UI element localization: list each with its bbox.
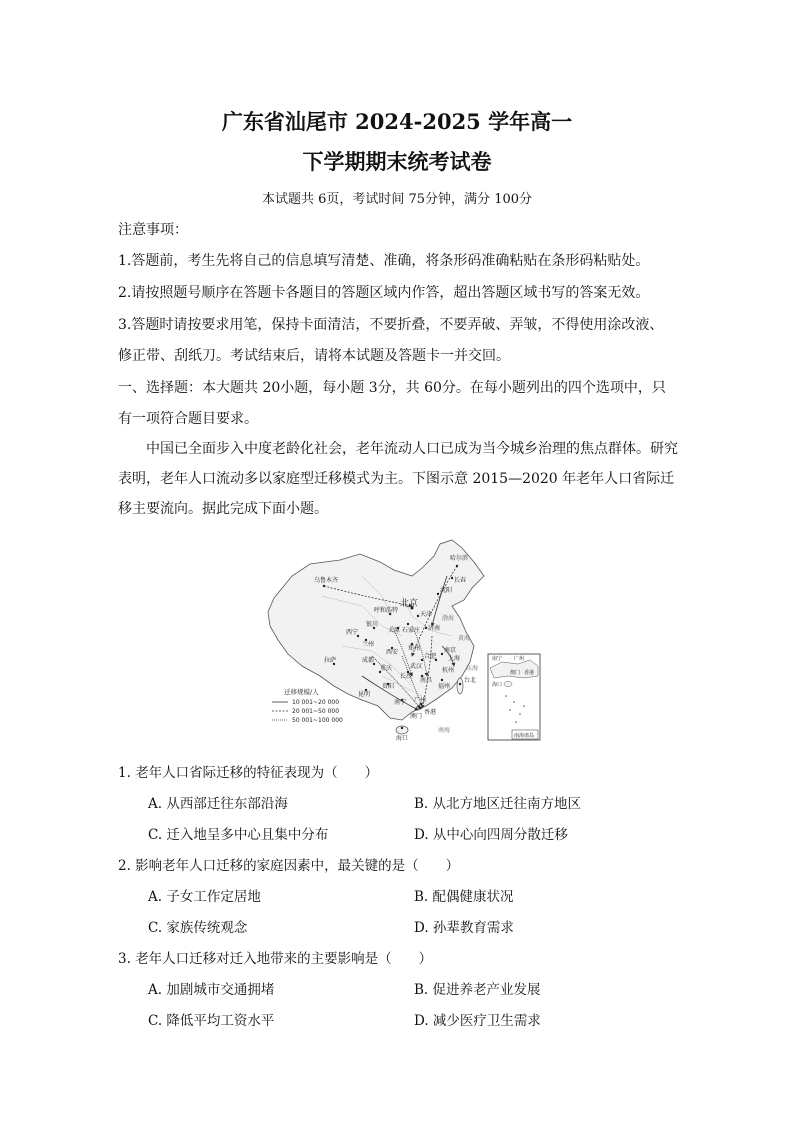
inset-label-aomen: 澳门: [510, 670, 521, 676]
city-label-taibei: 台北: [464, 677, 477, 684]
exam-title-line1: 广东省汕尾市 2024-2025 学年高一: [221, 109, 573, 134]
question-2-option-c: C. 家族传统观念: [148, 920, 248, 936]
city-label-wuhan: 武汉: [410, 663, 423, 670]
city-label-hohhot: 呼和浩特: [374, 607, 399, 614]
legend-item-2: 20 001~50 000: [292, 708, 340, 715]
exam-title-line2: 下学期期末统考试卷: [302, 149, 492, 174]
city-label-aomen: 澳门: [410, 713, 423, 720]
city-label-taiyuan: 太原: [388, 627, 401, 634]
section-heading-line2: 有一项符合题目要求。: [118, 411, 258, 427]
city-label-nanchang: 南昌: [420, 677, 433, 684]
city-label-haikou: 海口: [396, 735, 409, 742]
inset-label-nanning: 南宁: [492, 656, 503, 662]
city-label-shenyang: 沈阳: [440, 587, 453, 594]
question-2-option-b: B. 配偶健康状况: [414, 889, 514, 905]
sea-label-huanghai: 黄海: [458, 635, 471, 642]
inset-label-xianggang: 香港: [524, 670, 535, 676]
passage-text: 中国已全面步入中度老龄化社会，老年流动人口已成为当今城乡治理的焦点群体。研究表明，老年人口流动多以家庭型迁移模式为主。下图示意 2015—2020 年老年人口省际迁移主要流向。据此完成下面小题。: [118, 441, 678, 517]
map-legend: [272, 687, 343, 724]
city-label-guiyang: 贵阳: [382, 683, 395, 690]
question-1-stem: 1. 老年人口省际迁移的特征表现为（ ）: [118, 765, 379, 781]
inset-title: 南海诸岛: [514, 733, 535, 739]
city-label-hangzhou: 杭州: [442, 667, 455, 674]
question-2-option-a: A. 子女工作定居地: [148, 889, 261, 905]
question-3-stem: 3. 老年人口迁移对迁入地带来的主要影响是（ ）: [118, 951, 433, 967]
note-item-3-line1: 3.答题时请按要求用笔，保持卡面清洁，不要折叠，不要弄破、弄皱，不得使用涂改液、: [118, 317, 664, 333]
sea-label-donghai: 东海: [466, 665, 479, 672]
city-label-chongqing: 重庆: [380, 665, 393, 672]
note-item-3-line2: 修正带、刮纸刀。考试结束后，请将本试题及答题卡一并交回。: [118, 348, 510, 364]
city-label-shijiazhuang: 石家庄: [402, 627, 421, 634]
question-3-option-b: B. 促进养老产业发展: [414, 982, 541, 998]
question-2-stem: 2. 影响老年人口迁移的家庭因素中，最关键的是（ ）: [118, 858, 460, 874]
south-china-sea-inset: [488, 654, 540, 740]
city-label-guangzhou: 广州: [414, 697, 427, 704]
city-label-nanjing: 南京: [444, 647, 457, 654]
city-label-harbin: 哈尔滨: [450, 555, 469, 562]
city-label-tianjin: 天津: [420, 611, 433, 618]
notes-heading: 注意事项：: [118, 222, 188, 238]
inset-label-guangzhou: 广州: [514, 656, 525, 662]
city-label-jinan: 济南: [428, 625, 441, 632]
city-label-hefei: 合肥: [424, 653, 437, 660]
question-2-option-d: D. 孙辈教育需求: [414, 920, 514, 936]
inset-label-haikou: 海口: [492, 682, 503, 688]
legend-item-1: 10 001~20 000: [292, 699, 340, 706]
city-label-zhengzhou: 郑州: [408, 645, 421, 652]
city-label-shanghai: 上海: [448, 655, 461, 662]
sea-label-bohai: 渤海: [442, 615, 455, 622]
legend-item-3: 50 001~100 000: [292, 717, 343, 724]
question-3-option-a: A. 加剧城市交通拥堵: [148, 982, 275, 998]
city-label-xian: 西安: [386, 649, 399, 656]
city-label-nanning: 南宁: [394, 699, 407, 706]
city-label-lhasa: 拉萨: [324, 657, 337, 664]
migration-map: [262, 536, 542, 746]
question-1-option-a: A. 从西部迁往东部沿海: [148, 796, 288, 812]
city-label-changsha: 长沙: [400, 673, 413, 680]
city-label-fuzhou: 福州: [438, 683, 451, 690]
exam-info: 本试题共 6页，考试时间 75分钟，满分 100分: [261, 192, 533, 207]
question-3-option-d: D. 减少医疗卫生需求: [414, 1013, 541, 1029]
city-label-xianggang: 香港: [424, 709, 437, 716]
city-label-chengdu: 成都: [362, 657, 375, 664]
note-item-2: 2.请按照题号顺序在答题卡各题目的答题区域内作答，超出答题区域书写的答案无效。: [118, 285, 650, 301]
sea-label-nanhai: 南海: [438, 727, 451, 734]
question-1-option-d: D. 从中心向四周分散迁移: [414, 827, 568, 843]
question-1-option-c: C. 迁入地呈多中心且集中分布: [148, 827, 329, 843]
city-label-lanzhou: 兰州: [362, 641, 375, 648]
question-3-option-c: C. 降低平均工资水平: [148, 1013, 275, 1029]
city-label-kunming: 昆明: [358, 691, 371, 698]
section-heading-line1: 一、选择题：本大题共 20小题，每小题 3分，共 60分。在每小题列出的四个选项中，只: [118, 380, 666, 396]
legend-title: 迁移规模/人: [284, 688, 319, 696]
city-label-xining: 西宁: [346, 629, 359, 636]
city-label-urumqi: 乌鲁木齐: [314, 577, 339, 584]
taiwan-island: [457, 678, 463, 694]
city-label-yinchuan: 银川: [366, 621, 379, 628]
city-label-beijing: 北京: [400, 599, 419, 609]
question-1-option-b: B. 从北方地区迁往南方地区: [414, 796, 582, 812]
note-item-1: 1.答题前，考生先将自己的信息填写清楚、准确，将条形码准确粘贴在条形码粘贴处。: [118, 253, 650, 269]
city-label-changchun: 长春: [454, 577, 467, 584]
